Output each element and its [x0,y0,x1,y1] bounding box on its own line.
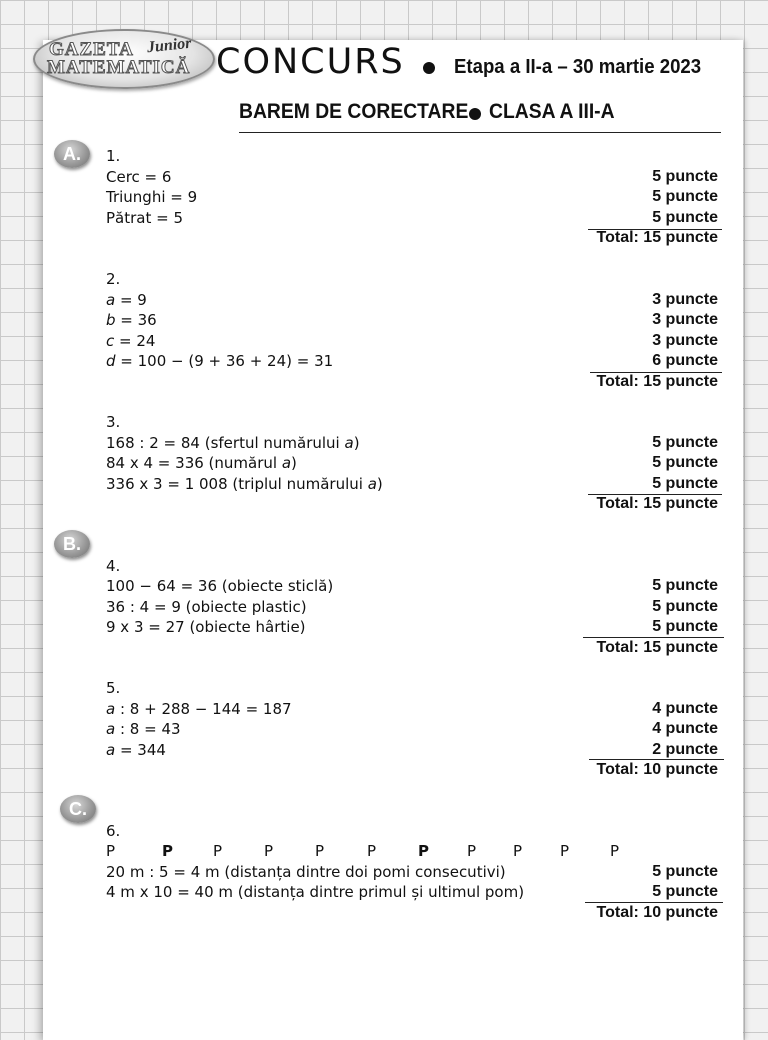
problem-2-points: 3 puncte [652,291,718,308]
logo-junior: Junior [146,34,193,57]
problem-1-row: Triunghi = 9 [106,188,198,206]
problem-5-total: Total: 10 puncte [596,761,718,778]
tree-p: P [315,842,325,860]
problem-1-row: Pătrat = 5 [106,209,184,227]
tree-p: P [264,842,274,860]
problem-2-points: 6 puncte [652,352,718,369]
problem-5-points: 4 puncte [652,700,718,717]
problem-5-points: 2 puncte [652,741,718,758]
header-bullet-dot [423,62,435,74]
problem-2-row [106,351,333,371]
tree-p-marked: P [418,842,429,860]
tree-p: P [610,842,620,860]
problem-3-row [106,474,383,494]
problem-6-row: 20 m : 5 = 4 m (distanța dintre doi pomi consecutivi) [106,863,506,881]
problem-2-total: Total: 15 puncte [596,373,718,390]
barem-heading [239,100,721,133]
logo-line2: MATEMATICĂ [47,57,191,78]
problem-2-points: 3 puncte [652,332,718,349]
problem-2-row-text: = 24 [114,332,156,350]
problem-4-row: 36 : 4 = 9 (obiecte plastic) [106,598,307,616]
problem-4-total: Total: 15 puncte [596,639,718,656]
problem-6-number: 6. [106,822,121,840]
problem-5-row [106,719,181,739]
problem-4-number: 4. [106,557,121,575]
problem-3-row-post: ) [376,475,383,493]
problem-3-row [106,433,360,453]
variable-a: a [106,720,116,738]
problem-3-row-pre: 168 : 2 = 84 (sfertul numărului [106,434,345,452]
problem-2-row [106,310,157,330]
problem-1-total: Total: 15 puncte [596,229,718,246]
problem-2-row-text: = 9 [115,291,147,309]
tree-p: P [467,842,477,860]
variable-d: d [106,352,116,370]
problem-5-row [106,699,292,719]
etapa-date: Etapa a II-a – 30 martie 2023 [454,56,702,78]
tree-p: P [106,842,116,860]
variable-a: a [281,454,292,472]
problem-3-row [106,453,297,473]
section-b-badge: B. [54,530,90,558]
problem-1-points: 5 puncte [652,188,718,205]
variable-c: c [106,332,115,350]
problem-4-points: 5 puncte [652,577,718,594]
problem-4-row: 9 x 3 = 27 (obiecte hârtie) [106,618,306,636]
problem-3-row-pre: 84 x 4 = 336 (numărul [106,454,282,472]
problem-6-row: 4 m x 10 = 40 m (distanța dintre primul și ultimul pom) [106,883,525,901]
variable-b: b [106,311,116,329]
tree-p: P [513,842,523,860]
problem-2-points: 3 puncte [652,311,718,328]
problem-5-number: 5. [106,679,121,697]
concurs-title: CONCURS [216,42,405,82]
section-a-badge: A. [54,140,90,168]
problem-4-row: 100 − 64 = 36 (obiecte sticlă) [106,577,334,595]
problem-5-points: 4 puncte [652,720,718,737]
problem-5-row-text: = 344 [115,741,166,759]
problem-3-row-pre: 336 x 3 = 1 008 (triplul numărului [106,475,368,493]
logo-line1: GAZETA [49,39,134,60]
problem-1-points: 5 puncte [652,209,718,226]
problem-4-points: 5 puncte [652,598,718,615]
problem-4-points: 5 puncte [652,618,718,635]
problem-2-row-text: = 36 [115,311,157,329]
variable-a: a [367,475,377,493]
problem-3-points: 5 puncte [652,475,718,492]
problem-5-row-text: : 8 = 43 [115,720,181,738]
section-c-badge: C. [60,795,96,823]
problem-3-row-post: ) [291,454,297,472]
gazeta-matematica-logo [33,29,215,89]
problem-2-number: 2. [106,270,121,288]
tree-p: P [367,842,377,860]
tree-row [106,841,666,861]
problem-6-total: Total: 10 puncte [596,904,718,921]
problem-2-row [106,290,147,310]
problem-6-points: 5 puncte [652,863,718,880]
barem-title: BAREM DE CORECTARE [239,100,469,123]
variable-a: a [106,291,116,309]
problem-5-row-text: : 8 + 288 − 144 = 187 [115,700,292,718]
barem-class: CLASA A III-A [489,100,615,123]
problem-3-number: 3. [106,413,121,431]
problem-3-row-post: ) [353,434,360,452]
barem-bullet-dot [469,108,481,120]
problem-3-points: 5 puncte [652,434,718,451]
variable-a: a [344,434,354,452]
problem-6-points: 5 puncte [652,883,718,900]
problem-2-row [106,331,155,351]
problem-1-row: Cerc = 6 [106,168,172,186]
problem-2-row-text: = 100 − (9 + 36 + 24) = 31 [115,352,334,370]
variable-a: a [106,741,116,759]
problem-1-points: 5 puncte [652,168,718,185]
tree-p: P [560,842,570,860]
problem-3-total: Total: 15 puncte [596,495,718,512]
variable-a: a [106,700,116,718]
problem-1-number: 1. [106,147,121,165]
problem-5-row [106,740,166,760]
problem-3-points: 5 puncte [652,454,718,471]
tree-p: P [213,842,223,860]
tree-p-marked: P [162,842,173,860]
